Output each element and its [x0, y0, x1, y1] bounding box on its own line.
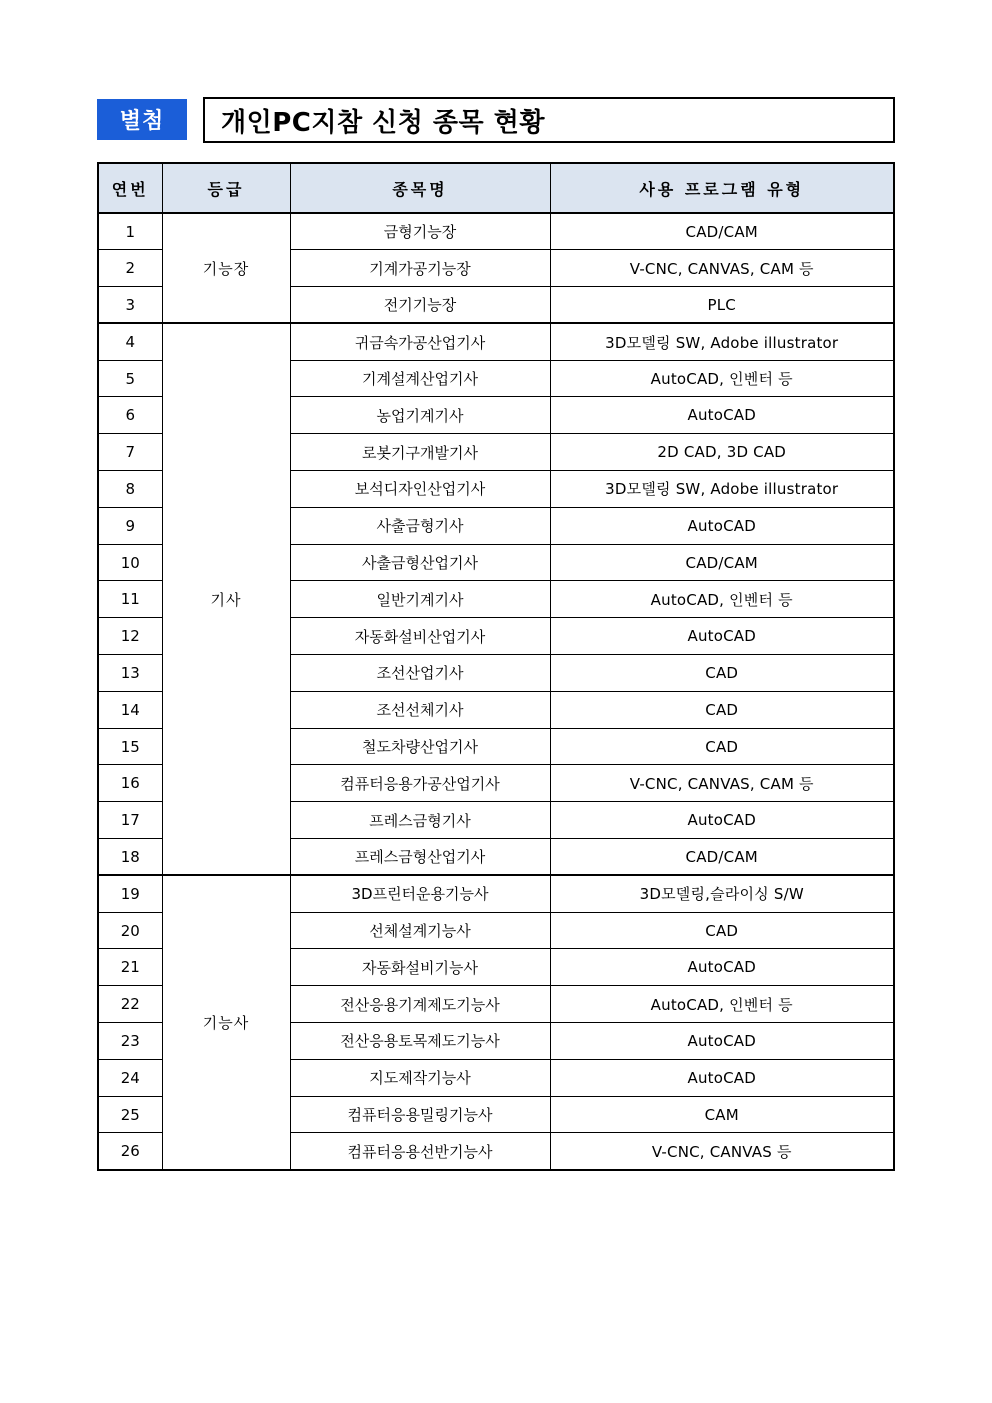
cell-programs: CAD: [550, 655, 894, 692]
cell-no: 4: [98, 323, 162, 360]
cell-no: 7: [98, 434, 162, 471]
cell-no: 25: [98, 1096, 162, 1133]
cell-programs: CAD/CAM: [550, 544, 894, 581]
cell-no: 23: [98, 1023, 162, 1060]
header-no: 연번: [98, 163, 162, 213]
cell-no: 16: [98, 765, 162, 802]
table-body: [98, 213, 894, 1170]
cell-name: 자동화설비산업기사: [290, 618, 550, 655]
cell-no: 15: [98, 728, 162, 765]
header-name: 종목명: [290, 163, 550, 213]
cell-programs: V-CNC, CANVAS, CAM 등: [550, 765, 894, 802]
cell-name: 컴퓨터응용밀링기능사: [290, 1096, 550, 1133]
cell-no: 12: [98, 618, 162, 655]
cell-name: 기계설계산업기사: [290, 360, 550, 397]
cell-programs: CAD/CAM: [550, 213, 894, 250]
cell-name: 금형기능장: [290, 213, 550, 250]
cell-name: 선체설계기능사: [290, 912, 550, 949]
cell-programs: CAM: [550, 1096, 894, 1133]
cell-name: 전기기능장: [290, 287, 550, 324]
cell-no: 18: [98, 839, 162, 876]
cell-name: 프레스금형산업기사: [290, 839, 550, 876]
cell-no: 21: [98, 949, 162, 986]
cell-programs: 3D모델링 SW, Adobe illustrator: [550, 471, 894, 508]
cell-name: 로봇기구개발기사: [290, 434, 550, 471]
cell-name: 귀금속가공산업기사: [290, 323, 550, 360]
cell-no: 2: [98, 250, 162, 287]
cell-programs: AutoCAD, 인벤터 등: [550, 581, 894, 618]
cell-name: 사출금형산업기사: [290, 544, 550, 581]
table-row: [98, 213, 894, 250]
page-title: 개인PC지참 신청 종목 현황: [221, 107, 545, 138]
cell-no: 17: [98, 802, 162, 839]
cell-programs: AutoCAD: [550, 949, 894, 986]
cell-programs: CAD: [550, 912, 894, 949]
table-header-row: [98, 163, 894, 213]
cell-no: 1: [98, 213, 162, 250]
cell-name: 조선선체기사: [290, 691, 550, 728]
table-row: [98, 875, 894, 912]
cell-name: 농업기계기사: [290, 397, 550, 434]
cell-programs: CAD/CAM: [550, 839, 894, 876]
table-header: [98, 163, 894, 213]
cell-no: 24: [98, 1059, 162, 1096]
cell-programs: AutoCAD: [550, 618, 894, 655]
cell-name: 전산응용기계제도기능사: [290, 986, 550, 1023]
cell-no: 11: [98, 581, 162, 618]
header-programs: 사용 프로그램 유형: [550, 163, 894, 213]
cell-name: 일반기계기사: [290, 581, 550, 618]
title-box: [203, 97, 895, 143]
cell-programs: AutoCAD, 인벤터 등: [550, 986, 894, 1023]
header-grade: 등급: [162, 163, 290, 213]
cell-no: 10: [98, 544, 162, 581]
cell-no: 13: [98, 655, 162, 692]
cell-no: 9: [98, 507, 162, 544]
cell-programs: V-CNC, CANVAS 등: [550, 1133, 894, 1170]
cell-grade: 기사: [162, 323, 290, 875]
cell-programs: AutoCAD: [550, 1023, 894, 1060]
table-row: [98, 323, 894, 360]
cell-name: 기계가공기능장: [290, 250, 550, 287]
cell-programs: 2D CAD, 3D CAD: [550, 434, 894, 471]
cell-programs: CAD: [550, 691, 894, 728]
attachment-badge: [97, 99, 187, 140]
cell-name: 프레스금형기사: [290, 802, 550, 839]
cell-name: 보석디자인산업기사: [290, 471, 550, 508]
cell-name: 조선산업기사: [290, 655, 550, 692]
cell-programs: 3D모델링,슬라이싱 S/W: [550, 875, 894, 912]
cell-no: 3: [98, 287, 162, 324]
cell-programs: CAD: [550, 728, 894, 765]
roster-table: [97, 162, 895, 1171]
cell-name: 3D프린터운용기능사: [290, 875, 550, 912]
cell-name: 컴퓨터응용가공산업기사: [290, 765, 550, 802]
cell-programs: AutoCAD: [550, 1059, 894, 1096]
cell-name: 사출금형기사: [290, 507, 550, 544]
cell-no: 26: [98, 1133, 162, 1170]
cell-no: 8: [98, 471, 162, 508]
roster-table-container: [97, 162, 893, 1171]
cell-grade: 기능사: [162, 875, 290, 1169]
cell-name: 컴퓨터응용선반기능사: [290, 1133, 550, 1170]
cell-no: 20: [98, 912, 162, 949]
cell-programs: 3D모델링 SW, Adobe illustrator: [550, 323, 894, 360]
cell-no: 19: [98, 875, 162, 912]
cell-no: 22: [98, 986, 162, 1023]
attachment-badge-label: 별첨: [119, 109, 165, 134]
cell-grade: 기능장: [162, 213, 290, 323]
cell-programs: AutoCAD: [550, 507, 894, 544]
cell-name: 전산응용토목제도기능사: [290, 1023, 550, 1060]
cell-no: 6: [98, 397, 162, 434]
cell-programs: PLC: [550, 287, 894, 324]
cell-programs: V-CNC, CANVAS, CAM 등: [550, 250, 894, 287]
cell-programs: AutoCAD: [550, 802, 894, 839]
cell-name: 철도차량산업기사: [290, 728, 550, 765]
cell-name: 지도제작기능사: [290, 1059, 550, 1096]
cell-no: 14: [98, 691, 162, 728]
cell-programs: AutoCAD, 인벤터 등: [550, 360, 894, 397]
cell-name: 자동화설비기능사: [290, 949, 550, 986]
cell-programs: AutoCAD: [550, 397, 894, 434]
cell-no: 5: [98, 360, 162, 397]
